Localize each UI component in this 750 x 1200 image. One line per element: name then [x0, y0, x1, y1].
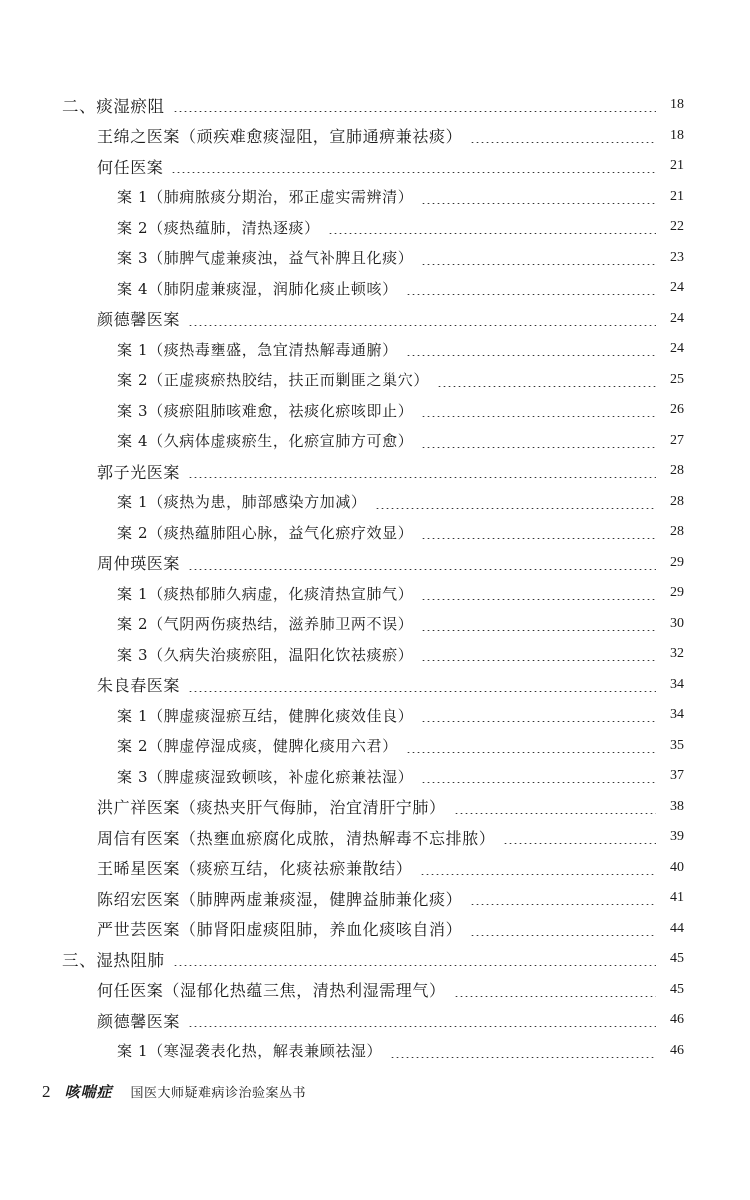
toc-entry-page: 27 — [670, 432, 684, 448]
toc-entry-page: 21 — [670, 158, 684, 173]
toc-entry-title: 案 2（痰热蕴肺，清热逐痰） — [117, 218, 320, 237]
toc-entry — [0, 517, 684, 547]
dot-leader — [421, 403, 656, 417]
toc-entry-page: 30 — [670, 615, 684, 631]
dot-leader — [421, 586, 656, 600]
toc-entry — [0, 792, 684, 822]
toc-entry-title: 案 1（脾虚痰湿瘀互结，健脾化痰效佳良） — [117, 706, 414, 725]
toc-entry — [0, 182, 684, 212]
toc-entry — [0, 456, 684, 486]
toc-entry-page: 26 — [670, 402, 684, 417]
dot-leader — [173, 952, 656, 966]
dot-leader — [454, 983, 656, 997]
toc-entry-title: 严世芸医案（肺肾阳虚痰阻肺，养血化痰咳自消） — [97, 920, 463, 939]
dot-leader — [328, 220, 656, 234]
toc-entry-page: 32 — [670, 646, 684, 661]
dot-leader — [188, 678, 656, 692]
toc-entry — [0, 426, 684, 456]
dot-leader — [421, 708, 656, 722]
toc-entry-title: 周仲瑛医案 — [97, 554, 181, 573]
toc-entry — [0, 365, 684, 395]
toc-entry — [0, 212, 684, 242]
toc-entry — [0, 822, 684, 852]
toc-entry — [0, 731, 684, 761]
dot-leader — [406, 342, 656, 356]
toc-entry-title: 郭子光医案 — [97, 462, 181, 482]
dot-leader — [188, 312, 656, 326]
dot-leader — [188, 556, 656, 570]
toc-entry — [0, 883, 684, 913]
dot-leader — [421, 251, 656, 265]
toc-entry-page: 34 — [670, 676, 684, 692]
toc-entry-title: 案 2（正虚痰瘀热胶结，扶正而剿匪之巢穴） — [117, 371, 429, 389]
toc-entry-page: 34 — [670, 707, 684, 722]
toc-entry — [0, 121, 684, 151]
toc-entry — [0, 670, 684, 700]
toc-entry-page: 39 — [670, 829, 684, 844]
toc-entry-page: 23 — [670, 249, 684, 265]
toc-entry-title: 三、湿热阻肺 — [62, 951, 165, 970]
toc-entry-title: 案 1（肺痈脓痰分期治，邪正虚实需辨清） — [117, 188, 414, 206]
toc-entry-title: 案 3（痰瘀阻肺咳难愈，祛痰化瘀咳即止） — [117, 401, 414, 420]
toc-entry-page: 37 — [670, 768, 684, 783]
toc-entry — [0, 853, 684, 883]
page-number: 2 — [42, 1081, 51, 1101]
toc-entry — [0, 609, 684, 639]
book-title: 咳喘症 — [64, 1083, 113, 1101]
toc-entry-title: 案 1（痰热毒壅盛，急宜清热解毒通腑） — [117, 340, 398, 359]
toc-entry-title: 何任医案（湿郁化热蕴三焦，清热利湿需理气） — [97, 981, 446, 1000]
dot-leader — [171, 159, 656, 173]
toc-entry-page: 44 — [670, 920, 684, 936]
dot-leader — [421, 434, 656, 448]
toc-entry-page: 35 — [670, 737, 684, 753]
toc-entry-title: 颜德馨医案 — [97, 310, 181, 329]
dot-leader — [188, 1013, 656, 1027]
toc-entry — [0, 243, 684, 273]
toc-entry — [0, 914, 684, 944]
toc-entry-page: 22 — [670, 219, 684, 234]
toc-entry-page: 28 — [670, 524, 684, 539]
dot-leader — [420, 861, 656, 875]
toc-entry-page: 18 — [670, 97, 684, 112]
toc-entry-title: 颜德馨医案 — [97, 1011, 181, 1031]
dot-leader — [437, 373, 656, 387]
toc-entry — [0, 334, 684, 364]
dot-leader — [390, 1044, 656, 1058]
toc-entry-title: 案 2（脾虚停湿成痰，健脾化痰用六君） — [117, 737, 398, 755]
toc-entry-page: 41 — [670, 890, 684, 905]
toc-entry — [0, 273, 684, 303]
dot-leader — [470, 891, 656, 905]
toc-entry-title: 何任医案 — [97, 157, 164, 177]
toc-entry — [0, 761, 684, 791]
dot-leader — [421, 769, 656, 783]
dot-leader — [421, 647, 656, 661]
toc-entry-page: 24 — [670, 310, 684, 326]
toc-entry-page: 40 — [670, 859, 684, 875]
dot-leader — [421, 190, 656, 204]
toc-entry-page: 38 — [670, 798, 684, 814]
dot-leader — [470, 129, 656, 143]
toc-entry-page: 45 — [670, 981, 684, 997]
toc-entry-title: 案 2（气阴两伤痰热结，滋养肺卫两不误） — [117, 615, 414, 633]
toc-entry-title: 案 3（肺脾气虚兼痰浊，益气补脾且化痰） — [117, 249, 414, 267]
dot-leader — [406, 281, 656, 295]
toc-entry-title: 朱良春医案 — [97, 676, 181, 695]
toc-entry — [0, 304, 684, 334]
toc-entry-page: 29 — [670, 554, 684, 570]
toc-entry-title: 案 1（痰热为患，肺部感染方加减） — [117, 493, 367, 511]
page-footer — [42, 1081, 306, 1102]
toc-entry-title: 王晞星医案（痰瘀互结，化痰祛瘀兼散结） — [97, 859, 413, 878]
dot-leader — [454, 800, 656, 814]
toc-entry — [0, 1005, 684, 1035]
toc-entry-title: 案 3（久病失治痰瘀阻，温阳化饮祛痰瘀） — [117, 645, 414, 664]
toc-entry-page: 46 — [670, 1012, 684, 1027]
dot-leader — [421, 525, 656, 539]
toc-entry-title: 周信有医案（热壅血瘀腐化成脓，清热解毒不忘排脓） — [97, 828, 496, 848]
toc-entry-page: 29 — [670, 585, 684, 600]
toc-entry-title: 陈绍宏医案（肺脾两虚兼痰湿，健脾益肺兼化痰） — [97, 889, 463, 909]
toc-entry-page: 18 — [670, 127, 684, 143]
series-title: 国医大师疑难病诊治验案丛书 — [130, 1086, 307, 1101]
dot-leader — [406, 739, 656, 753]
toc-entry — [0, 1036, 684, 1066]
toc-entry-title: 二、痰湿瘀阻 — [62, 97, 165, 116]
toc-entry — [0, 548, 684, 578]
dot-leader — [421, 617, 656, 631]
toc-entry-page: 21 — [670, 188, 684, 204]
toc-entry-page: 24 — [670, 280, 684, 295]
dot-leader — [470, 922, 656, 936]
toc-entry — [0, 151, 684, 181]
toc-entry-page: 28 — [670, 463, 684, 478]
toc-entry-page: 46 — [670, 1042, 684, 1058]
toc-entry-title: 洪广祥医案（痰热夹肝气侮肺，治宜清肝宁肺） — [97, 798, 446, 817]
toc-entry — [0, 578, 684, 608]
toc-entry-title: 案 3（脾虚痰湿致顿咳，补虚化瘀兼祛湿） — [117, 767, 414, 786]
toc-entry-page: 24 — [670, 341, 684, 356]
toc-entry — [0, 90, 684, 120]
toc-entry — [0, 700, 684, 730]
toc-entry-title: 案 1（痰热郁肺久病虚，化痰清热宣肺气） — [117, 584, 414, 603]
toc-entry-page: 28 — [670, 493, 684, 509]
dot-leader — [188, 464, 656, 478]
dot-leader — [503, 830, 656, 844]
toc-entry-title: 案 2（痰热蕴肺阻心脉，益气化瘀疗效显） — [117, 523, 414, 542]
toc-entry — [0, 944, 684, 974]
toc-entry — [0, 639, 684, 669]
toc-entry — [0, 395, 684, 425]
toc-entry — [0, 487, 684, 517]
toc-entry-title: 案 4（肺阴虚兼痰湿，润肺化痰止顿咳） — [117, 279, 398, 298]
toc-entry-title: 案 4（久病体虚痰瘀生，化瘀宣肺方可愈） — [117, 432, 414, 450]
toc-entry-page: 45 — [670, 951, 684, 966]
dot-leader — [173, 98, 656, 112]
toc-entry-page: 25 — [670, 371, 684, 387]
dot-leader — [375, 495, 656, 509]
toc-entry-title: 案 1（寒湿袭表化热，解表兼顾祛湿） — [117, 1042, 383, 1060]
toc-entry-title: 王绵之医案（顽疾难愈痰湿阻，宣肺通痹兼祛痰） — [97, 127, 463, 146]
toc-entry — [0, 975, 684, 1005]
